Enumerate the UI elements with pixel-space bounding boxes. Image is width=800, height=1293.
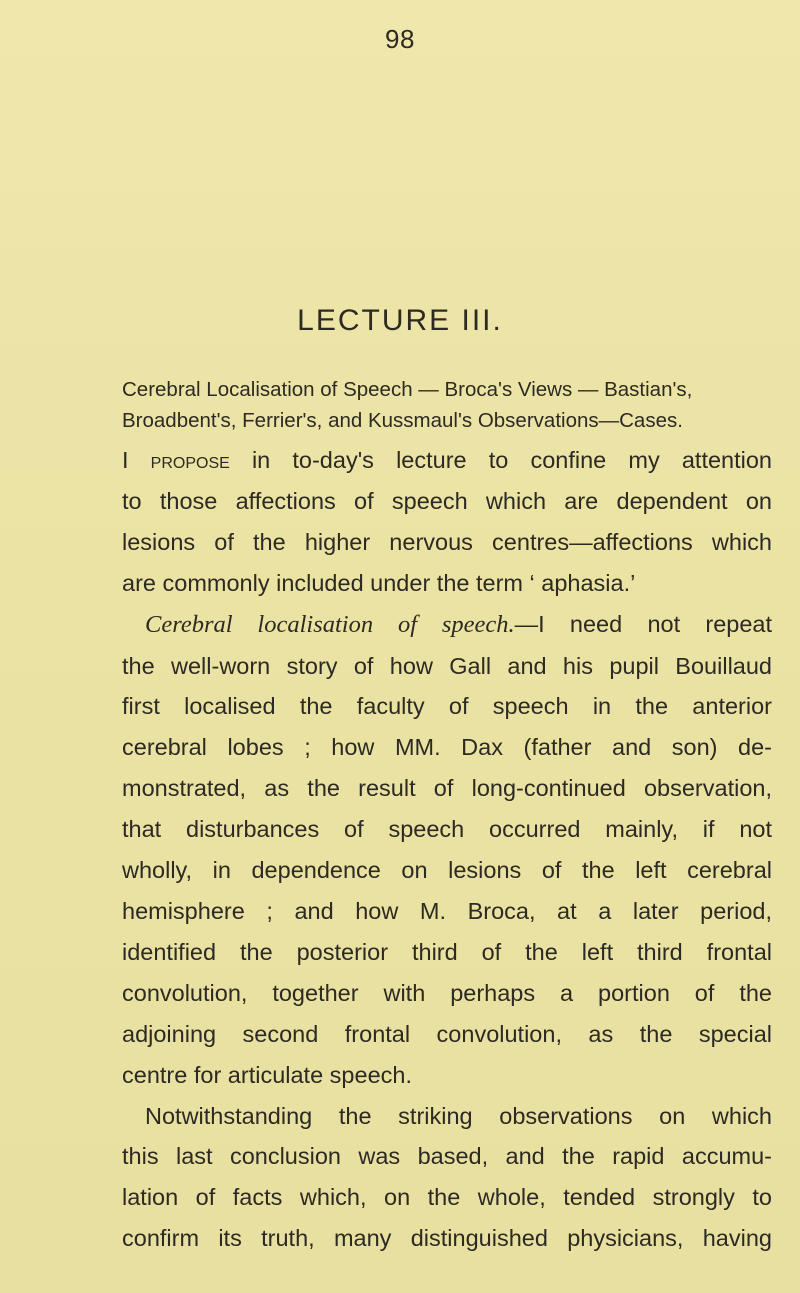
paragraph-2-line-7: wholly, in dependence on lesions of the left cerebral	[122, 857, 772, 884]
paragraph-2-line-8: hemisphere ; and how M. Broca, at a later period,	[122, 897, 772, 924]
page-number: 98	[385, 24, 415, 54]
paragraph-1-line-4: are commonly included under the term ‘ aphasia.’	[122, 569, 636, 596]
paragraph-1-lead: I propose	[122, 447, 230, 473]
summary-line-2: Broadbent's, Ferrier's, and Kussmaul's Observations—Cases.	[122, 409, 683, 432]
body-text	[122, 440, 772, 1259]
paragraph-2-line-3: first localised the faculty of speech in the anterior	[122, 693, 772, 720]
paragraph-2-heading: Cerebral localisation of speech.	[145, 610, 515, 638]
paragraph-1-line-2: to those affections of speech which are dependent on	[122, 487, 772, 514]
chapter-summary	[122, 374, 782, 436]
summary-line-1: Cerebral Localisation of Speech — Broca's Views — Bastian's,	[122, 378, 693, 401]
paragraph-2-line-10: convolution, together with perhaps a portion of the	[122, 979, 772, 1006]
paragraph-3-line-1: Notwithstanding the striking observations on which	[145, 1102, 772, 1129]
paragraph-2-line-12: centre for articulate speech.	[122, 1061, 412, 1088]
paragraph-2-line-4: cerebral lobes ; how MM. Dax (father and son) de-	[122, 734, 772, 761]
paragraph-2-line-6: that disturbances of speech occurred mainly, if not	[122, 816, 772, 843]
paragraph-3-line-4: confirm its truth, many distinguished physicians, having	[122, 1225, 772, 1252]
paragraph-1-line-1-text: in to-day's lecture to confine my attention	[229, 447, 773, 473]
paragraph-2-line-1	[122, 604, 772, 646]
paragraph-3-line-3: lation of facts which, on the whole, tended strongly to	[122, 1184, 772, 1211]
paragraph-2-line-11: adjoining second frontal convolution, as the special	[122, 1020, 772, 1047]
paragraph-1-line-1	[122, 440, 772, 481]
paragraph-2-line-9: identified the posterior third of the left third frontal	[122, 938, 772, 965]
lecture-title: LECTURE III.	[297, 304, 503, 337]
paragraph-2-line-1-text: —I need not repeat	[514, 610, 773, 637]
paragraph-2-line-2: the well-worn story of how Gall and his pupil Bouillaud	[122, 652, 772, 679]
paragraph-3-line-2: this last conclusion was based, and the rapid accumu-	[122, 1143, 772, 1170]
paragraph-1-line-3: lesions of the higher nervous centres—affections which	[122, 528, 772, 555]
paragraph-2-line-5: monstrated, as the result of long-continued observation,	[122, 775, 772, 802]
